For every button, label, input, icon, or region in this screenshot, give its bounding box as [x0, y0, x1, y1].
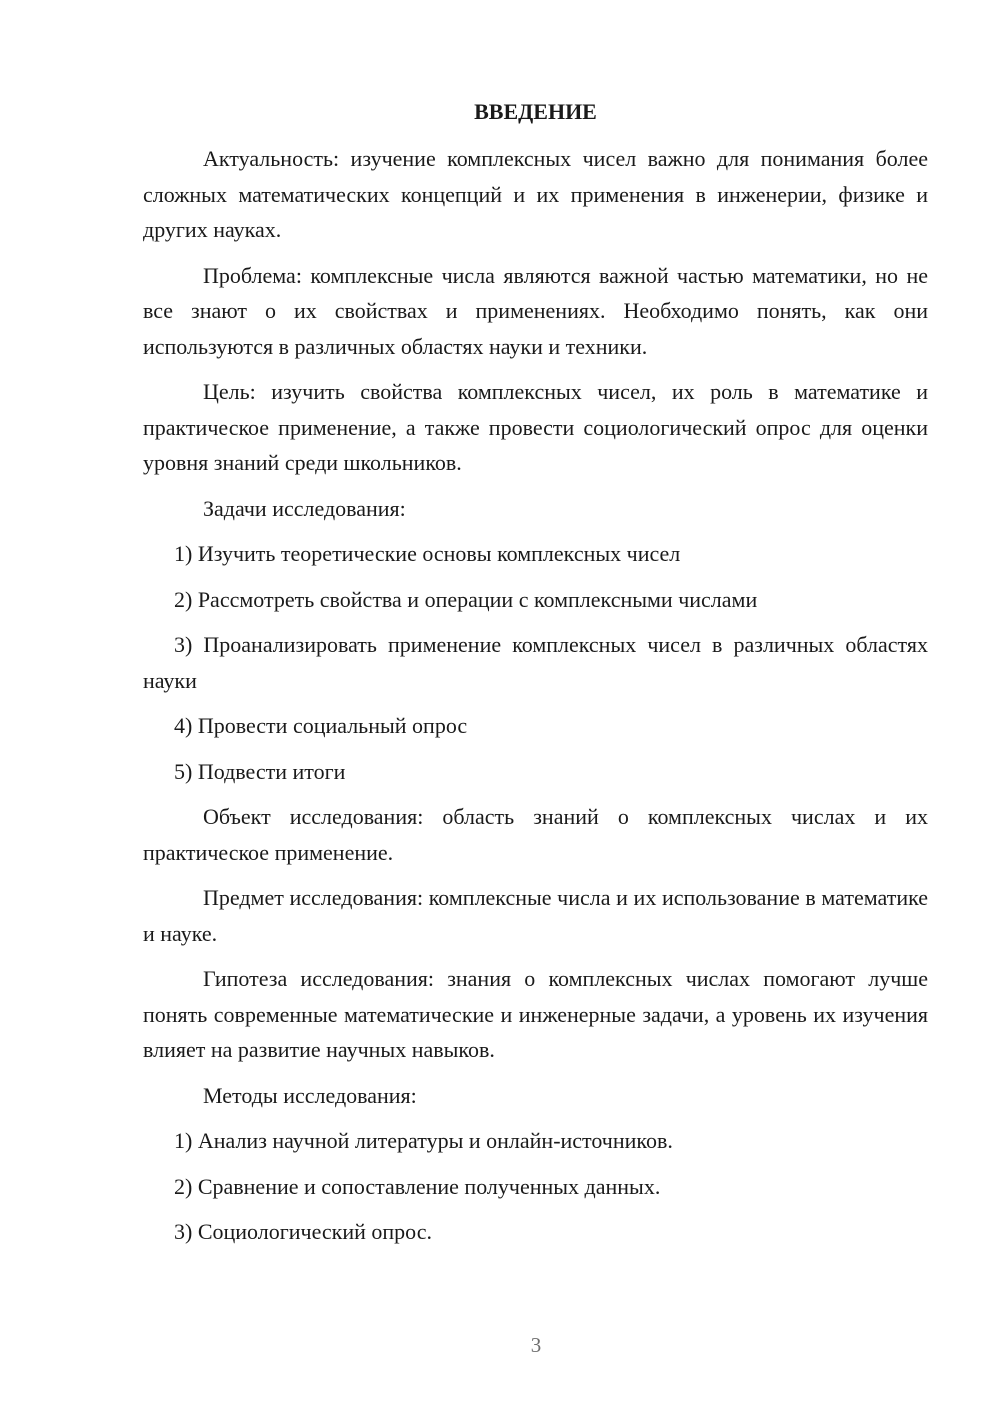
task-item-3: 3) Проанализировать применение комплексных чисел в различных областях науки [143, 632, 928, 693]
subject-paragraph: Предмет исследования: комплексные числа и их использование в математике и науке. [143, 885, 928, 946]
task-item-4: 4) Провести социальный опрос [174, 713, 468, 738]
page-number: 3 [530, 1333, 542, 1357]
page-title: ВВЕДЕНИЕ [474, 99, 597, 124]
problem-paragraph: Проблема: комплексные числа являются важной частью математики, но не все знают о их свойствах и применениях. Необходимо понять, как они используются в различных областях науки и техники. [143, 262, 928, 359]
method-item-3: 3) Социологический опрос. [174, 1219, 432, 1244]
task-item-2: 2) Рассмотреть свойства и операции с комплексными числами [174, 586, 758, 612]
methods-heading: Методы исследования: [203, 1082, 417, 1108]
goal-paragraph: Цель: изучить свойства комплексных чисел, их роль в математике и практическое применение, а также провести социологический опрос для оценки уровня знаний среди школьников. [143, 379, 928, 475]
page-content [143, 94, 928, 1260]
hypothesis-paragraph: Гипотеза исследования: знания о комплексных числах помогают лучше понять современные математические и инженерные задачи, а уровень их изучения влияет на развитие научных навыков. [143, 966, 928, 1062]
object-paragraph: Объект исследования: область знаний о комплексных числах и их практическое применение. [143, 804, 928, 865]
task-item-5: 5) Подвести итоги [174, 758, 346, 784]
relevance-paragraph: Актуальность: изучение комплексных чисел важно для понимания более сложных математических концепций и их применения в инженерии, физике и других науках. [143, 146, 928, 242]
task-item-1: 1) Изучить теоретические основы комплексных чисел [174, 541, 681, 566]
tasks-heading: Задачи исследования: [203, 495, 406, 521]
method-item-2: 2) Сравнение и сопоставление полученных данных. [174, 1173, 661, 1199]
method-item-1: 1) Анализ научной литературы и онлайн-источников. [174, 1128, 673, 1153]
